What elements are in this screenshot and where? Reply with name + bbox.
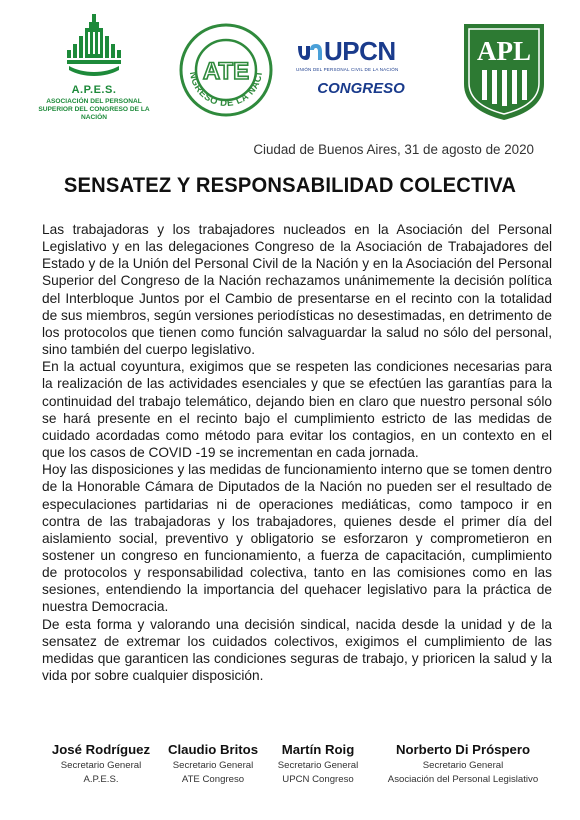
signatory-org: ATE Congreso — [181, 774, 245, 785]
signatory-org: UPCN Congreso — [282, 774, 354, 785]
ate-seal-icon — [178, 22, 274, 118]
body-paragraph: De esta forma y valorando una decisión sindical, nacida desde la unidad y de la sensatez de extremar los cuidados colectivos, exigimos el cumplimiento de las medidas que garanticen las condiciones seguras de trabajo, y prioricen la salud y la vida por sobre cualquier disposición. — [42, 616, 552, 684]
signatory-org: A.P.E.S. — [83, 774, 119, 785]
document-title: SENSATEZ Y RESPONSABILIDAD COLECTIVA — [63, 174, 517, 197]
upcn-subtitle: UNIÓN DEL PERSONAL CIVIL DE LA NACIÓN — [296, 67, 399, 72]
signatory-org: Asociación del Personal Legislativo — [387, 774, 539, 785]
signatory-role: Secretario General — [60, 760, 142, 771]
body-paragraph: Hoy las disposiciones y las medidas de funcionamiento interno que se tomen dentro de la Honorable Cámara de Diputados de la Nación no pueden ser el resultado de especulaciones partidarias ni de operaciones mediáticas, como tampoco ir en contra de las trabajadoras y los trabajadores, quienes desde el primer día del aislamiento social, preventivo y obligatorio se esforzaron y comprometieron en sostener un congreso en funcionamiento, a fuerza de capacitación, cumplimiento de protocolos y responsabilidad colectiva, tanto en las comisiones como en las sesiones, entendiendo la importancia del quehacer legislativo para la práctica de nuestra Democracia. — [42, 462, 552, 615]
ate-ring-text: NGRESO DE LA NACI — [186, 71, 265, 110]
body-paragraph: Las trabajadoras y los trabajadores nucleados en la Asociación del Personal Legislativo y en las delegaciones Congreso de la Asociación de Trabajadores del Estado y de la Unión del Personal Civil de la Nación y en la Asociación del Personal Superior del Congreso de la Nación rechazamos unánimemente la decisión política del Interbloque Juntos por el Cambio de presentarse en el recinto con la totalidad de sus miembros, según versiones periodísticas no desestimadas, en detrimento de los protocolos que tienen como función salvaguardar la salud no sólo del personal, sino también del cuerpo legislativo. — [42, 222, 552, 358]
upcn-congreso-label: CONGRESO — [317, 80, 405, 97]
upcn-logo — [296, 36, 426, 97]
logo-header — [0, 14, 580, 126]
apl-letters: APL — [477, 36, 531, 66]
signatory-name: José Rodríguez — [51, 742, 151, 757]
apes-logo-subtitle: ASOCIACIÓN DEL PERSONAL SUPERIOR DEL CONGRESO DE LA NACIÓN — [38, 98, 150, 121]
apl-logo — [460, 22, 548, 122]
apes-logo — [34, 14, 154, 122]
document-date: Ciudad de Buenos Aires, 31 de agosto de 2020 — [253, 142, 534, 157]
signature-block — [160, 742, 266, 787]
signature-block — [266, 742, 370, 787]
ate-letters: ATE — [202, 58, 250, 85]
upcn-emblem-icon — [296, 42, 324, 62]
signature-block — [370, 742, 556, 787]
upcn-brand-text: UPCN — [324, 36, 396, 66]
document-body — [42, 221, 552, 684]
congress-building-icon — [65, 14, 123, 84]
signatory-role: Secretario General — [422, 760, 504, 771]
ate-logo — [178, 22, 274, 118]
signatory-role: Secretario General — [172, 760, 254, 771]
signatory-name: Claudio Britos — [167, 742, 259, 757]
signature-block — [46, 742, 156, 787]
body-paragraph: En la actual coyuntura, exigimos que se respeten las condiciones necesarias para la realización de las actividades esenciales y que se efectúen las garantías para la continuidad del trabajo telemático, dejando bien en claro que nuestro personal sólo se hará presente en el recinto bajo el cumplimiento estricto de las medidas de cuidado acordadas como método para evitar los contagios, en un contexto en el que los casos de COVID -19 se incrementan en cada jornada. — [42, 359, 552, 461]
signatory-role: Secretario General — [277, 760, 359, 771]
apl-shield-icon — [460, 22, 548, 122]
signatory-name: Martín Roig — [281, 742, 355, 757]
signatory-name: Norberto Di Próspero — [395, 742, 531, 757]
apes-logo-name: A.P.E.S. — [71, 84, 117, 96]
